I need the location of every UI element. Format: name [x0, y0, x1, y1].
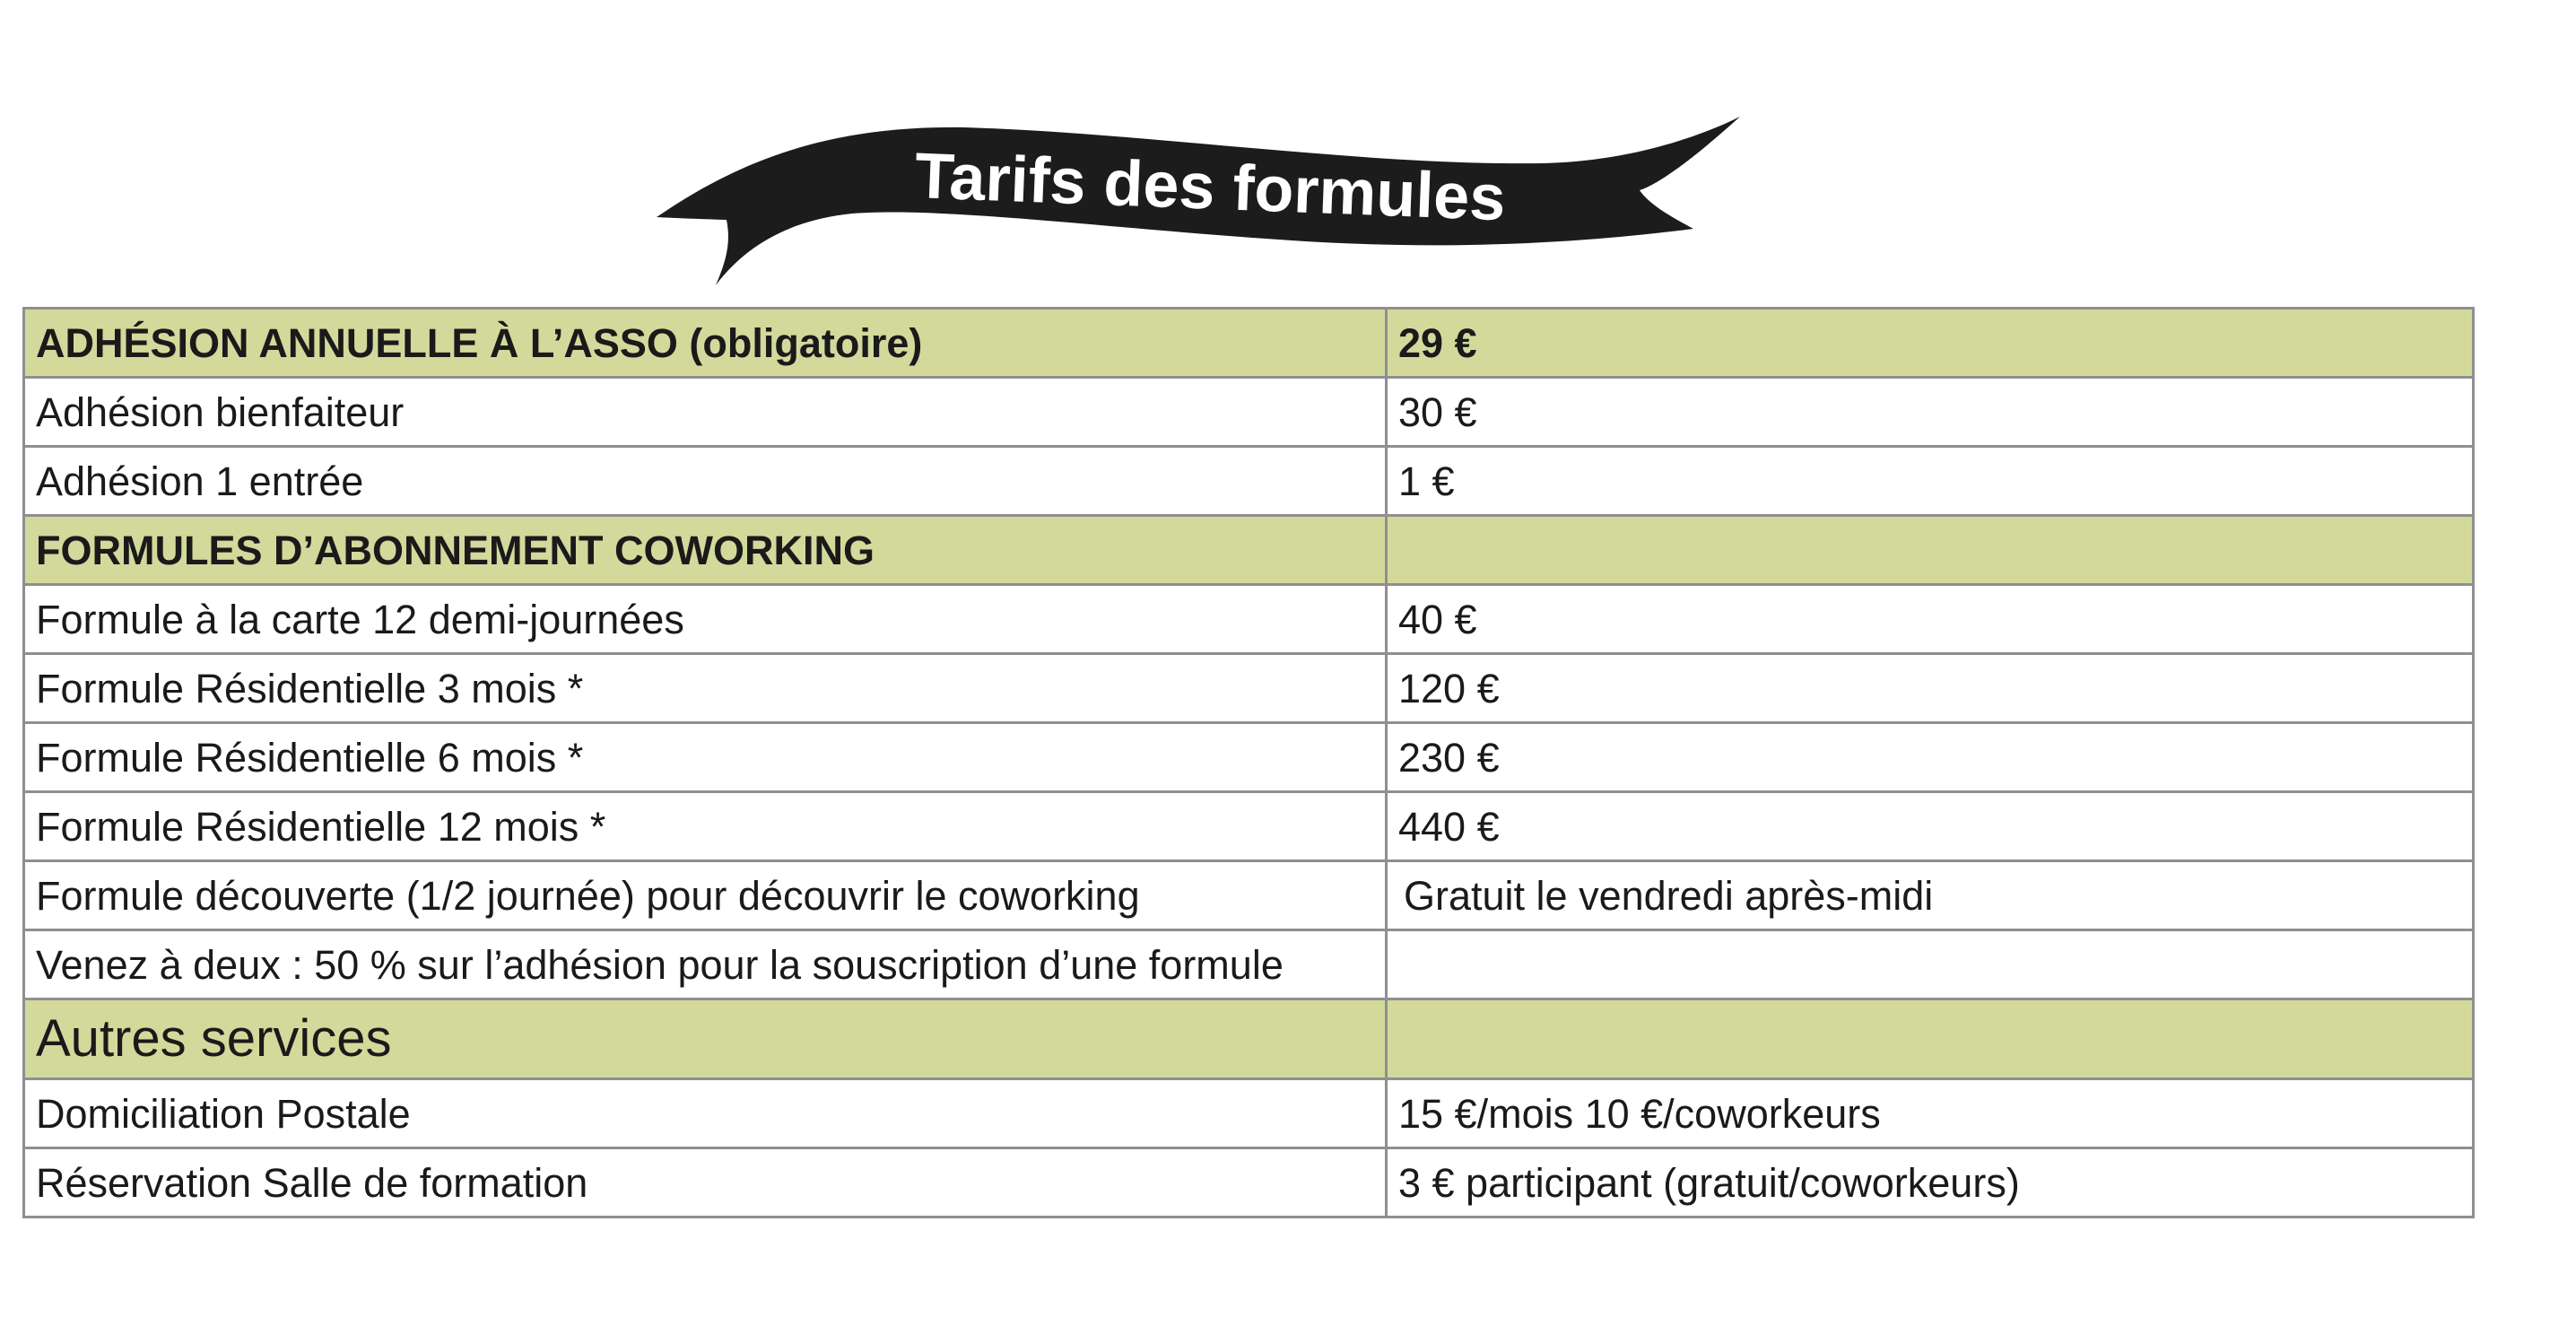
table-row [24, 930, 2474, 999]
table-row-annual-membership [24, 309, 2474, 378]
table-row [24, 723, 2474, 792]
row-label: Autres services [24, 999, 1387, 1079]
row-label: ADHÉSION ANNUELLE À L’ASSO (obligatoire) [24, 309, 1387, 378]
row-value: 29 € [1387, 309, 2474, 378]
row-label: Formule Résidentielle 6 mois * [24, 723, 1387, 792]
row-value [1387, 516, 2474, 585]
row-label: Venez à deux : 50 % sur l’adhésion pour la souscription d’une formule [24, 930, 1387, 999]
row-value: 440 € [1387, 792, 2474, 861]
table-row [24, 792, 2474, 861]
page-title: Tarifs des formules [913, 140, 1507, 235]
row-value: 230 € [1387, 723, 2474, 792]
row-value: 3 € participant (gratuit/coworkeurs) [1387, 1148, 2474, 1217]
row-label: Réservation Salle de formation [24, 1148, 1387, 1217]
row-label: Adhésion 1 entrée [24, 447, 1387, 516]
row-label: Adhésion bienfaiteur [24, 378, 1387, 447]
row-value: 40 € [1387, 585, 2474, 654]
row-value [1387, 930, 2474, 999]
table-row [24, 585, 2474, 654]
table-row [24, 1148, 2474, 1217]
row-label: Formule Résidentielle 12 mois * [24, 792, 1387, 861]
row-value: 1 € [1387, 447, 2474, 516]
row-label: Formule à la carte 12 demi-journées [24, 585, 1387, 654]
row-label: Domiciliation Postale [24, 1079, 1387, 1148]
row-value: 120 € [1387, 654, 2474, 723]
row-value: Gratuit le vendredi après-midi [1387, 861, 2474, 930]
table-row [24, 447, 2474, 516]
pricing-table [22, 307, 2475, 1218]
table-row [24, 861, 2474, 930]
table-row [24, 378, 2474, 447]
table-row [24, 1079, 2474, 1148]
row-label: Formule Résidentielle 3 mois * [24, 654, 1387, 723]
row-value [1387, 999, 2474, 1079]
row-label: FORMULES D’ABONNEMENT COWORKING [24, 516, 1387, 585]
table-row [24, 654, 2474, 723]
title-banner [646, 108, 1758, 305]
table-row-coworking-section [24, 516, 2474, 585]
row-label: Formule découverte (1/2 journée) pour découvrir le coworking [24, 861, 1387, 930]
row-value: 30 € [1387, 378, 2474, 447]
table-row-other-services-section [24, 999, 2474, 1079]
row-value: 15 €/mois 10 €/coworkeurs [1387, 1079, 2474, 1148]
